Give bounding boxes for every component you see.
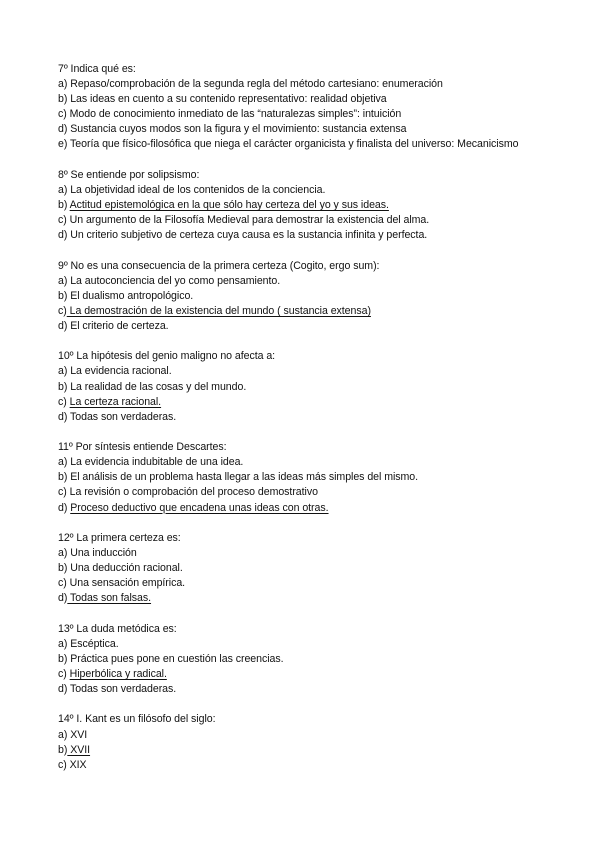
question-block xyxy=(58,259,570,334)
option-text: XIX xyxy=(69,758,87,771)
option-text-selected: Proceso deductivo que encadena unas ideas con otras. xyxy=(70,501,329,514)
option-letter: e) xyxy=(58,138,71,151)
answer-option xyxy=(58,743,570,758)
question-title: 10º La hipótesis del genio maligno no afecta a: xyxy=(58,350,276,363)
option-text: Las ideas en cuento a su contenido representativo: realidad objetiva xyxy=(70,93,387,106)
option-text-selected: La certeza racional. xyxy=(69,395,162,408)
option-text: El criterio de certeza. xyxy=(70,320,169,332)
option-letter: a) xyxy=(58,78,71,91)
option-text: Una inducción xyxy=(70,547,137,560)
option-text: Un argumento de la Filosofía Medieval para demostrar la existencia del alma. xyxy=(69,214,430,227)
question-block xyxy=(58,622,570,697)
answer-option xyxy=(58,410,570,425)
option-text: Una sensación empírica. xyxy=(69,577,186,590)
answer-option xyxy=(58,274,570,289)
answer-option xyxy=(58,591,570,606)
option-text: La evidencia racional. xyxy=(70,365,172,378)
option-letter: d) xyxy=(58,501,71,514)
answer-option xyxy=(58,637,570,652)
question-title: 14º I. Kant es un filósofo del siglo: xyxy=(58,713,216,726)
question-block xyxy=(58,168,570,243)
option-text: Modo de conocimiento inmediato de las “naturalezas simples”: intuición xyxy=(69,108,402,121)
answer-option xyxy=(58,501,570,516)
option-letter: c) xyxy=(58,108,70,121)
answer-option xyxy=(58,380,570,395)
answer-option xyxy=(58,228,570,243)
option-letter: c) xyxy=(58,667,70,680)
option-text: Un criterio subjetivo de certeza cuya causa es la sustancia infinita y perfecta. xyxy=(70,229,428,242)
question-title: 8º Se entiende por solipsismo: xyxy=(58,168,200,181)
option-letter: d) xyxy=(58,320,71,332)
answer-option xyxy=(58,728,570,743)
option-text: Práctica pues pone en cuestión las creencias. xyxy=(70,652,284,665)
option-text: Todas son verdaderas. xyxy=(70,410,177,423)
option-letter: c) xyxy=(58,214,70,227)
option-text: XVI xyxy=(70,728,88,741)
question-block xyxy=(58,440,570,515)
option-letter: d) xyxy=(58,229,71,242)
answer-option xyxy=(58,364,570,379)
option-letter: d) xyxy=(58,683,71,696)
option-letter: c) xyxy=(58,395,70,408)
question-title: 13º La duda metódica es: xyxy=(58,622,177,635)
answer-option xyxy=(58,319,570,334)
option-letter: d) xyxy=(58,410,71,423)
option-letter: a) xyxy=(58,183,71,196)
question-title: 7º Indica qué es: xyxy=(58,63,136,75)
option-letter: d) xyxy=(58,123,71,136)
answer-option xyxy=(58,137,570,152)
answer-option xyxy=(58,77,570,92)
option-letter: b) xyxy=(58,289,71,302)
answer-option xyxy=(58,395,570,410)
answer-option xyxy=(58,652,570,667)
answer-option xyxy=(58,183,570,198)
option-letter: b) xyxy=(58,562,71,575)
option-text-selected: La demostración de la existencia del mundo ( sustancia extensa) xyxy=(66,304,371,317)
option-text: El análisis de un problema hasta llegar a las ideas más simples del mismo. xyxy=(70,471,419,484)
option-letter: c) xyxy=(58,758,70,771)
option-text-selected: Hiperbólica y radical. xyxy=(69,667,167,680)
answer-option xyxy=(58,107,570,122)
option-text: Teoría que físico-filosófica que niega el carácter organicista y finalista del universo: Mecanicismo xyxy=(70,138,519,151)
answer-option xyxy=(58,682,570,697)
option-letter: a) xyxy=(58,637,71,650)
option-letter: a) xyxy=(58,456,71,469)
answer-option xyxy=(58,470,570,485)
option-text: La objetividad ideal de los contenidos de la conciencia. xyxy=(70,183,326,196)
question-title: 11º Por síntesis entiende Descartes: xyxy=(58,441,227,454)
option-letter: b) xyxy=(58,652,71,665)
answer-option xyxy=(58,576,570,591)
option-letter: b) xyxy=(58,471,71,484)
option-letter: b) xyxy=(58,199,70,212)
question-title: 12º La primera certeza es: xyxy=(58,531,181,544)
question-list xyxy=(58,62,570,773)
option-letter: c) xyxy=(58,304,67,317)
option-text: La evidencia indubitable de una idea. xyxy=(70,456,244,469)
question-block xyxy=(58,712,570,772)
answer-option xyxy=(58,485,570,500)
answer-option xyxy=(58,561,570,576)
option-letter: c) xyxy=(58,486,70,499)
question-title: 9º No es una consecuencia de la primera certeza (Cogito, ergo sum): xyxy=(58,259,380,272)
question-block xyxy=(58,531,570,606)
option-text: Sustancia cuyos modos son la figura y el movimiento: sustancia extensa xyxy=(70,123,407,136)
option-letter: a) xyxy=(58,728,71,741)
answer-option xyxy=(58,758,570,773)
option-text: Escéptica. xyxy=(70,637,119,650)
answer-option xyxy=(58,92,570,107)
option-letter: a) xyxy=(58,274,71,287)
option-letter: b) xyxy=(58,93,71,106)
option-letter: b) xyxy=(58,380,71,393)
option-text: Repaso/comprobación de la segunda regla del método cartesiano: enumeración xyxy=(70,78,443,91)
option-letter: d) xyxy=(58,592,68,605)
answer-option xyxy=(58,122,570,137)
option-text: Una deducción racional. xyxy=(70,562,183,575)
answer-option xyxy=(58,667,570,682)
answer-option xyxy=(58,198,570,213)
question-block xyxy=(58,62,570,153)
option-text: El dualismo antropológico. xyxy=(70,289,194,302)
option-letter: c) xyxy=(58,577,70,590)
answer-option xyxy=(58,213,570,228)
question-block xyxy=(58,349,570,424)
answer-option xyxy=(58,546,570,561)
option-text: Todas son verdaderas. xyxy=(70,683,177,696)
option-text-selected: Actitud epistemológica en la que sólo hay certeza del yo y sus ideas. xyxy=(69,199,389,212)
option-letter: a) xyxy=(58,365,71,378)
option-text: La autoconciencia del yo como pensamiento. xyxy=(70,274,281,287)
option-letter: a) xyxy=(58,547,71,560)
option-text-selected: Todas son falsas. xyxy=(67,592,152,605)
answer-option xyxy=(58,304,570,319)
answer-option xyxy=(58,289,570,304)
option-text: La revisión o comprobación del proceso demostrativo xyxy=(69,486,318,499)
answer-option xyxy=(58,455,570,470)
option-text: La realidad de las cosas y del mundo. xyxy=(70,380,247,393)
option-letter: b) xyxy=(58,743,68,756)
option-text-selected: XVII xyxy=(67,743,91,756)
